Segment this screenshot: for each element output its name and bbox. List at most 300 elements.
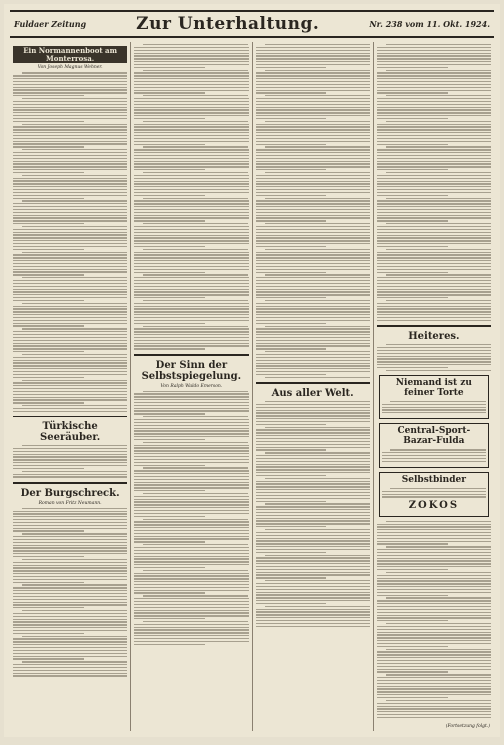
text-line	[134, 536, 248, 537]
text-line	[22, 354, 127, 355]
text-line	[134, 433, 248, 434]
text-line	[377, 92, 448, 93]
text-line	[134, 317, 248, 318]
text-line	[386, 70, 491, 71]
text-line	[386, 121, 491, 122]
text-line	[13, 599, 127, 600]
text-line	[377, 612, 491, 613]
text-line	[13, 567, 127, 568]
text-line	[377, 356, 491, 357]
text-line	[22, 533, 127, 534]
text-line	[13, 402, 84, 403]
text-line	[13, 101, 127, 102]
text-line	[256, 583, 370, 584]
text-line	[256, 574, 370, 575]
text-line	[256, 50, 370, 51]
text-line	[377, 703, 491, 704]
text-line	[134, 158, 248, 159]
text-line	[13, 237, 127, 238]
text-line	[13, 161, 127, 162]
text-line	[134, 473, 248, 474]
text-line	[13, 186, 127, 187]
ad-title: Niemand ist zu feiner Torte	[395, 378, 472, 398]
text-line	[134, 217, 248, 218]
text-line	[256, 189, 370, 190]
text-line	[13, 180, 127, 181]
text-line	[256, 617, 370, 618]
text-line	[134, 484, 248, 485]
text-line	[377, 575, 491, 576]
text-line	[22, 175, 127, 176]
text-line	[256, 144, 327, 145]
text-line	[265, 427, 370, 428]
masthead-paper-name: Fuldaer Zeitung	[14, 19, 87, 29]
text-line	[377, 308, 491, 309]
text-line	[256, 611, 370, 612]
text-line	[377, 320, 491, 321]
text-line	[13, 465, 127, 466]
text-line	[377, 78, 491, 79]
text-line	[134, 178, 248, 179]
text-line	[134, 612, 248, 613]
text-line	[134, 323, 205, 324]
text-line	[256, 515, 370, 516]
text-line	[134, 618, 205, 619]
text-line	[134, 527, 248, 528]
text-line	[256, 263, 370, 264]
text-line	[386, 44, 491, 45]
text-line	[377, 269, 491, 270]
text-line	[13, 385, 127, 386]
text-line	[13, 593, 127, 594]
text-line	[377, 75, 491, 76]
text-line	[382, 455, 486, 456]
text-line	[256, 260, 370, 261]
text-line	[134, 155, 248, 156]
text-line	[134, 459, 248, 460]
text-line	[256, 334, 370, 335]
text-line	[134, 112, 248, 113]
text-line	[13, 223, 84, 224]
text-line	[265, 452, 370, 453]
text-line	[13, 308, 127, 309]
text-line	[13, 132, 127, 133]
text-line	[377, 314, 491, 315]
text-line	[256, 237, 370, 238]
text-line	[134, 422, 248, 423]
text-line	[377, 347, 491, 348]
text-line	[256, 235, 370, 236]
text-line	[134, 229, 248, 230]
text-line	[256, 447, 370, 448]
text-line	[256, 186, 370, 187]
text-line	[386, 249, 491, 250]
text-line	[13, 377, 84, 378]
text-line	[377, 87, 491, 88]
text-line	[134, 254, 248, 255]
text-line	[377, 104, 491, 105]
article-body	[13, 72, 127, 412]
text-line	[13, 323, 127, 324]
text-line	[134, 183, 248, 184]
text-line	[134, 107, 248, 108]
text-line	[377, 161, 491, 162]
text-line	[377, 260, 491, 261]
article-heading: Türkische Seeräuber.	[40, 421, 101, 444]
text-line	[377, 657, 491, 658]
text-line	[13, 360, 127, 361]
text-line	[13, 172, 84, 173]
ad-body	[382, 401, 486, 414]
text-line	[256, 495, 370, 496]
text-line	[134, 240, 248, 241]
text-line	[377, 272, 448, 273]
text-line	[13, 647, 127, 648]
text-line	[13, 573, 127, 574]
text-line	[134, 439, 205, 440]
text-line	[134, 578, 248, 579]
text-line	[256, 183, 370, 184]
text-line	[13, 511, 127, 512]
text-line	[256, 149, 370, 150]
ad-title: Central-Sport-Bazar-Fulda	[397, 426, 471, 447]
text-line	[134, 67, 205, 68]
text-line	[377, 317, 491, 318]
text-line	[265, 529, 370, 530]
text-line	[134, 343, 248, 344]
text-line	[13, 297, 127, 298]
text-line	[265, 198, 370, 199]
text-line	[13, 291, 127, 292]
text-line	[256, 512, 370, 513]
text-line	[13, 553, 127, 554]
masthead-issue-date: Nr. 238 vom 11. Okt. 1924.	[369, 19, 490, 29]
text-line	[134, 163, 248, 164]
text-line	[256, 566, 370, 567]
text-line	[13, 314, 127, 315]
text-line	[13, 345, 127, 346]
text-line	[377, 186, 491, 187]
text-line	[377, 178, 491, 179]
text-line	[377, 212, 491, 213]
text-line	[377, 632, 491, 633]
text-line	[377, 634, 491, 635]
text-line	[13, 365, 127, 366]
text-line	[13, 374, 127, 375]
text-line	[13, 109, 127, 110]
text-line	[134, 567, 205, 568]
text-line	[256, 557, 370, 558]
text-line	[377, 132, 491, 133]
text-line	[134, 419, 248, 420]
text-line	[256, 306, 370, 307]
text-line	[377, 311, 491, 312]
text-line	[13, 454, 127, 455]
text-line	[22, 124, 127, 125]
text-line	[13, 163, 127, 164]
text-line	[134, 524, 248, 525]
text-line	[256, 481, 370, 482]
newspaper-page	[4, 4, 500, 737]
text-line	[256, 623, 370, 624]
article-heading: Aus aller Welt.	[271, 388, 354, 400]
text-line	[13, 530, 84, 531]
text-line	[13, 587, 127, 588]
text-line	[134, 252, 248, 253]
text-line	[256, 61, 370, 62]
text-line	[134, 490, 205, 491]
text-line	[143, 44, 248, 45]
text-line	[13, 289, 127, 290]
text-line	[377, 109, 491, 110]
text-line	[377, 350, 491, 351]
text-line	[13, 232, 127, 233]
text-line	[377, 166, 491, 167]
text-line	[13, 474, 127, 475]
text-line	[256, 526, 327, 527]
text-line	[265, 172, 370, 173]
text-line	[134, 297, 205, 298]
text-line	[134, 348, 205, 349]
text-line	[134, 47, 248, 48]
text-line	[265, 249, 370, 250]
text-line	[256, 181, 370, 182]
text-line	[256, 243, 370, 244]
text-line	[134, 564, 248, 565]
text-line	[377, 163, 491, 164]
text-line	[256, 109, 370, 110]
text-line	[134, 624, 248, 625]
text-line	[377, 118, 448, 119]
text-line	[256, 464, 370, 465]
article-body	[13, 445, 127, 478]
text-line	[377, 64, 491, 65]
text-line	[134, 516, 205, 517]
text-line	[256, 192, 370, 193]
text-line	[13, 249, 84, 250]
text-line	[377, 708, 491, 709]
text-line	[256, 203, 370, 204]
text-line	[13, 562, 127, 563]
text-line	[13, 209, 127, 210]
text-line	[265, 555, 370, 556]
text-line	[256, 404, 370, 405]
text-line	[377, 98, 491, 99]
text-line	[377, 669, 491, 670]
text-line	[256, 257, 370, 258]
text-line	[386, 546, 491, 547]
text-line	[256, 345, 370, 346]
text-line	[386, 700, 491, 701]
text-line	[377, 67, 448, 68]
text-line	[256, 492, 370, 493]
text-line	[377, 549, 491, 550]
text-line	[377, 183, 491, 184]
text-line	[13, 266, 127, 267]
text-line	[13, 613, 127, 614]
text-line	[256, 432, 370, 433]
text-line	[134, 64, 248, 65]
text-line	[13, 607, 84, 608]
columns	[10, 42, 494, 731]
text-line	[13, 217, 127, 218]
text-line	[377, 135, 491, 136]
text-line	[22, 584, 127, 585]
text-line	[256, 535, 370, 536]
text-line	[377, 600, 491, 601]
text-line	[13, 547, 127, 548]
text-line	[256, 280, 370, 281]
text-line	[256, 138, 370, 139]
text-line	[22, 559, 127, 560]
text-line	[143, 146, 248, 147]
text-line	[377, 72, 491, 73]
text-line	[13, 653, 127, 654]
text-line	[256, 472, 370, 473]
article-body	[256, 401, 370, 627]
column-4	[374, 42, 494, 731]
text-line	[256, 466, 370, 467]
text-line	[377, 215, 491, 216]
text-line	[256, 560, 370, 561]
text-line	[134, 98, 248, 99]
text-line	[256, 314, 370, 315]
text-line	[256, 538, 370, 539]
text-line	[13, 269, 127, 270]
text-line	[13, 451, 127, 452]
text-line	[390, 488, 486, 489]
text-line	[13, 146, 84, 147]
divider	[13, 482, 127, 484]
text-line	[377, 126, 491, 127]
text-line	[13, 394, 127, 395]
text-line	[386, 572, 491, 573]
text-line	[22, 328, 127, 329]
text-line	[134, 340, 248, 341]
text-line	[134, 306, 248, 307]
text-line	[256, 368, 370, 369]
text-line	[134, 277, 248, 278]
text-line	[134, 644, 205, 645]
text-line	[143, 198, 248, 199]
text-line	[377, 717, 491, 718]
text-line	[256, 343, 370, 344]
text-line	[377, 129, 491, 130]
text-line	[256, 303, 370, 304]
article-body	[377, 521, 491, 719]
text-line	[256, 449, 327, 450]
text-line	[377, 524, 491, 525]
text-line	[134, 161, 248, 162]
text-line	[256, 317, 370, 318]
text-line	[386, 146, 491, 147]
text-line	[13, 183, 127, 184]
text-line	[377, 181, 491, 182]
text-line	[377, 697, 448, 698]
text-line	[256, 135, 370, 136]
text-line	[377, 286, 491, 287]
text-line	[134, 479, 248, 480]
text-line	[377, 257, 491, 258]
text-line	[377, 680, 491, 681]
text-line	[134, 501, 248, 502]
text-line	[256, 410, 370, 411]
text-line	[377, 589, 491, 590]
text-line	[390, 401, 486, 402]
text-line	[377, 149, 491, 150]
text-line	[134, 629, 248, 630]
text-line	[256, 572, 370, 573]
text-line	[377, 112, 491, 113]
text-line	[134, 425, 248, 426]
text-line	[134, 504, 248, 505]
text-line	[143, 326, 248, 327]
text-line	[13, 362, 127, 363]
text-line	[256, 254, 370, 255]
text-line	[256, 161, 370, 162]
text-line	[377, 294, 491, 295]
text-line	[256, 141, 370, 142]
text-line	[256, 169, 327, 170]
text-line	[134, 175, 248, 176]
article-heading: Der Sinn der Selbstspiegelung.	[141, 359, 242, 382]
text-line	[382, 407, 486, 408]
text-line	[134, 269, 248, 270]
text-line	[143, 223, 248, 224]
text-line	[256, 272, 327, 273]
text-line	[13, 536, 127, 537]
text-line	[13, 633, 84, 634]
ad-body	[382, 488, 486, 498]
text-line	[377, 229, 491, 230]
text-line	[265, 146, 370, 147]
text-line	[256, 563, 370, 564]
text-line	[134, 226, 248, 227]
text-line	[386, 674, 491, 675]
text-line	[13, 129, 127, 130]
text-line	[134, 266, 248, 267]
text-line	[256, 252, 370, 253]
text-line	[134, 87, 248, 88]
text-line	[377, 240, 491, 241]
text-line	[13, 604, 127, 605]
text-line	[13, 280, 127, 281]
text-line	[377, 291, 491, 292]
text-line	[134, 328, 248, 329]
text-line	[256, 166, 370, 167]
text-line	[13, 306, 127, 307]
text-line	[13, 135, 127, 136]
text-line	[382, 496, 486, 497]
text-line	[377, 200, 491, 201]
text-line	[134, 450, 248, 451]
text-line	[134, 206, 248, 207]
text-line	[134, 126, 248, 127]
text-line	[265, 44, 370, 45]
text-line	[13, 75, 127, 76]
text-line	[256, 348, 327, 349]
text-line	[134, 496, 248, 497]
text-line	[256, 220, 327, 221]
text-line	[13, 448, 127, 449]
text-line	[256, 64, 370, 65]
text-line	[13, 516, 127, 517]
text-line	[134, 445, 248, 446]
text-line	[256, 603, 327, 604]
text-line	[256, 129, 370, 130]
text-line	[256, 357, 370, 358]
divider	[134, 354, 248, 356]
